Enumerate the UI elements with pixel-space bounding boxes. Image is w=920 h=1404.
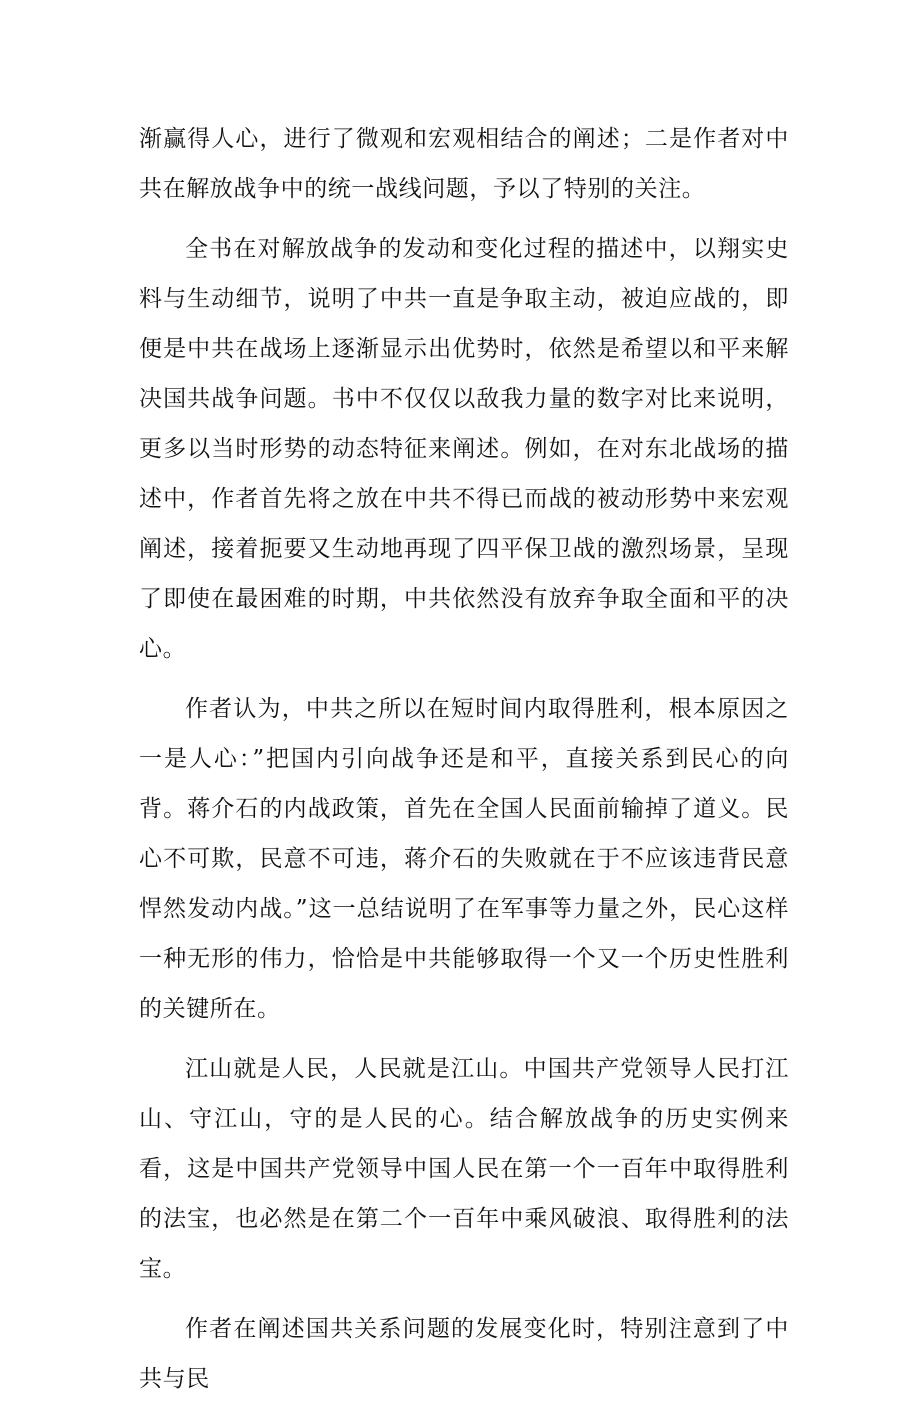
paragraph-5: 作者在阐述国共关系问题的发展变化时，特别注意到了中共与民 xyxy=(139,1316,789,1392)
paragraph-3: 作者认为，中共之所以在短时间内取得胜利，根本原因之一是人心：”把国内引向战争还是和平，直接关系到民心的向背。蒋介石的内战政策，首先在全国人民面前输掉了道义。民心不可欺，民意不可违，蒋介石的失败就在于不应该违背民意悍然发动内战。”这一总结说明了在军事等力量之外，民心这样一种无形的伟力，恰恰是中共能够取得一个又一个历史性胜利的关键所在。 xyxy=(139,696,789,1022)
paragraph-4: 江山就是人民，人民就是江山。中国共产党领导人民打江山、守江山，守的是人民的心。结合解放战争的历史实例来看，这是中国共产党领导中国人民在第一个一百年中取得胜利的法宝，也必然是在第二个一百年中乘风破浪、取得胜利的法宝。 xyxy=(139,1056,789,1282)
paragraph-1: 渐赢得人心，进行了微观和宏观相结合的阐述；二是作者对中共在解放战争中的统一战线问题，予以了特别的关注。 xyxy=(139,126,789,202)
document-body xyxy=(139,114,789,1404)
paragraph-2: 全书在对解放战争的发动和变化过程的描述中，以翔实史料与生动细节，说明了中共一直是争取主动，被迫应战的，即便是中共在战场上逐渐显示出优势时，依然是希望以和平来解决国共战争问题。书中不仅仅以敌我力量的数字对比来说明，更多以当时形势的动态特征来阐述。例如，在对东北战场的描述中，作者首先将之放在中共不得已而战的被动形势中来宏观阐述，接着扼要又生动地再现了四平保卫战的激烈场景，呈现了即使在最困难的时期，中共依然没有放弃争取全面和平的决心。 xyxy=(139,236,789,662)
